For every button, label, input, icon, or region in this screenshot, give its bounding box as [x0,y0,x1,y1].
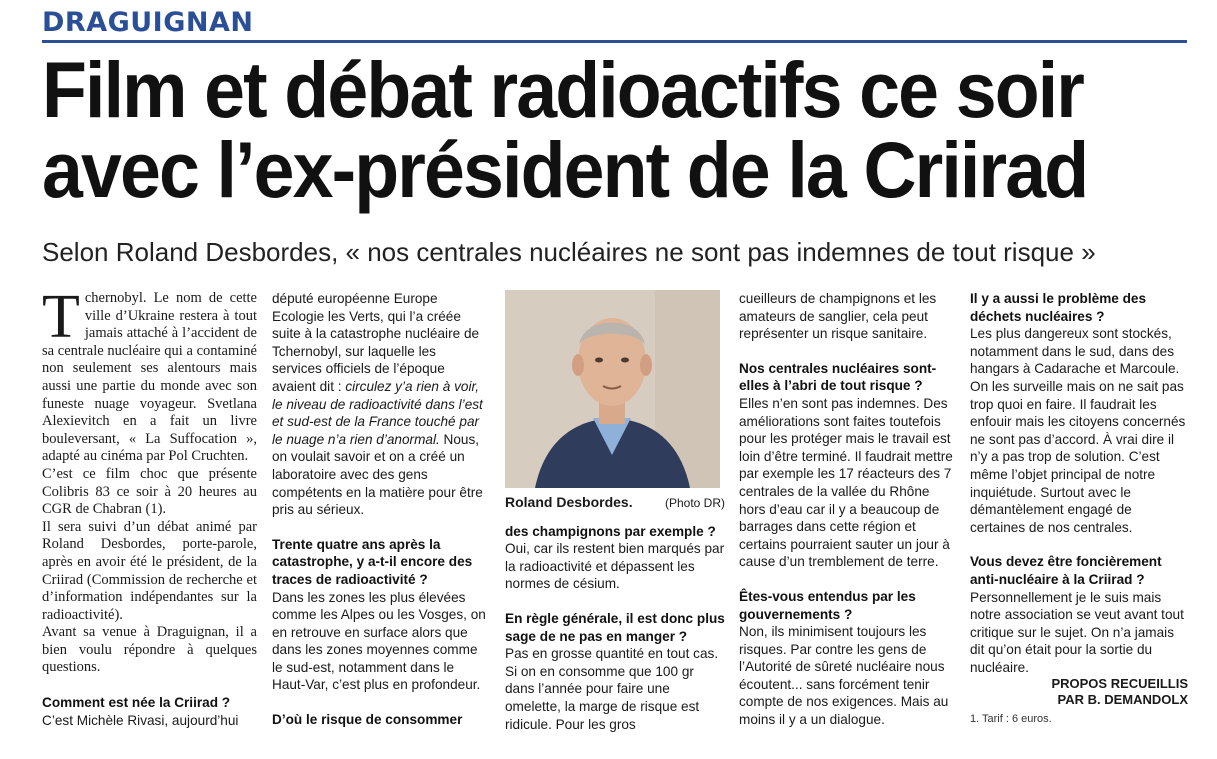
deck-subtitle: Selon Roland Desbordes, « nos centrales nucléaires ne sont pas indemnes de tout risque » [42,237,1096,267]
question: En règle générale, il est donc plus sage de ne pas en manger ? [505,610,725,644]
question: Nos centrales nucléaires sont-elles à l’abri de tout risque ? [739,360,937,394]
question: Trente quatre ans après la catastrophe, y a-t-il encore des traces de radioactivité ? [272,536,473,587]
paragraph: Il sera suivi d’un débat animé par Roland Desbordes, porte-parole, après en avoir été le président, de la Criirad (Commission de recherche et d’information indépendantes sur la radioactivité). [42,518,257,623]
photo-caption [505,494,725,513]
footnote: 1. Tarif : 6 euros. [970,713,1052,726]
byline-line-1: PROPOS RECUEILLIS [1051,676,1188,692]
question: Comment est née la Criirad ? [42,695,231,711]
question: Êtes-vous entendus par les gouvernements ? [739,588,916,622]
answer: Oui, car ils restent bien marqués par la radioactivité et dépassent les normes de césium. [505,541,725,592]
intro-text: chernobyl. Le nom de cette ville d’Ukraine restera à tout jamais attaché à l’accident de sa centrale nucléaire qui a contaminé non seulement ses alentours mais aussi une partie du monde avec son funeste nuage voyageur. Svetlana Alexievitch en a fait un livre bouleversant, « La Suffocation », adapté au cinéma par Pol Cruchten. [42,290,257,465]
byline-line-2: PAR B. DEMANDOLX [1057,692,1188,708]
column-1 [42,283,257,729]
question: Vous devez être foncièrement anti-nucléaire à la Criirad ? [970,554,1162,587]
answer: C’est Michèle Rivasi, aujourd’hui [42,712,239,728]
column-3 [505,290,725,733]
portrait-illustration [505,290,720,488]
answer [272,290,487,519]
column-2 [272,290,487,729]
caption-name: Roland Desbordes. [505,494,633,510]
portrait-photo [505,290,720,488]
answer-text: Nous, on voulait savoir et on a créé un laboratoire avec des gens compétents en la matière pour être pris au sérieux. [272,431,483,518]
question: Il y a aussi le problème des déchets nucléaires ? [970,291,1147,324]
paragraph: Avant sa venue à Draguignan, il a bien voulu répondre à quelques questions. [42,624,257,676]
drop-cap: T [42,283,80,351]
answer: Elles n’en sont pas indemnes. Des améliorations sont faites toutefois pour les protéger mais le travail est loin d’être terminé. Il faudrait mettre par exemple les 17 réacteurs des 7 centrales de la vallée du Rhône hors d’eau car il y a beaucoup de barrages dans cette région et certains pourraient sauter un jour à cause d’un tremblement de terre. [739,395,953,570]
headline-line-1: Film et débat radioactifs ce soir [42,45,1084,134]
section-rule [42,40,1187,43]
section-rubric: DRAGUIGNAN [42,7,254,38]
answer: Non, ils minimisent toujours les risques. Par contre les gens de l’Autorité de sûreté nucléaire nous écoutent... sans forcément tenir compte de nos exigences. Mais au moins il y a un dialogue. [739,624,949,728]
answer: cueilleurs de champignons et les amateurs de sanglier, cela peut représenter un risque sanitaire. [739,291,937,342]
answer: Pas en grosse quantité en tout cas. Si on en consomme que 100 gr dans l’année pour faire une omelette, la marge de risque est ridicule. Pour les gros [505,646,719,732]
answer: Les plus dangereux sont stockés, notamment dans le sud, dans des hangars à Cadarache et Marcoule. On les surveille mais on ne sait pas trop quoi en faire. Il faudrait les enfouir mais les citoyens concernés ne sont pas d’accord. À vrai dire il n’y a pas trop de solution. C’est même l’objet principal de notre inquiétude. Surtout avec le démantèlement engagé de certaines de nos centrales. [970,326,1186,535]
column-5 [970,290,1188,729]
headline-line-2: avec l’ex-président de la Criirad [42,125,1088,214]
caption-credit: (Photo DR) [664,496,725,510]
question: des champignons par exemple ? [505,523,716,539]
intro-paragraph [42,283,257,466]
paragraph: C’est ce film choc que présente Colibris 83 ce soir à 20 heures au CGR de Chabran (1). [42,465,257,518]
headline [42,45,1112,214]
answer: Dans les zones les plus élevées comme les Alpes ou les Vosges, on en retrouve en surface alors que dans les zones moyennes comme le sud-est, notamment dans le Haut-Var, c’est plus en profondeur. [272,589,486,693]
column-4 [739,290,954,729]
answer-text: député européenne Europe Ecologie les Verts, qui l’a créée suite à la catastrophe nucléaire de Tchernobyl, sur laquelle les services officiels de l’époque avaient dit : [272,291,480,394]
question: D’où le risque de consommer [272,712,463,728]
quote-italic: circulez y’a rien à voir, le niveau de radioactivité dans l’est et sud-est de la France touché par le nuage n’a rien d’anormal. [272,378,483,447]
answer: Personnellement je le suis mais notre association se veut avant tout critique sur le sujet. On n’a jamais dit qu’on était pour la sortie du nucléaire. [970,589,1184,675]
byline [970,676,1188,708]
